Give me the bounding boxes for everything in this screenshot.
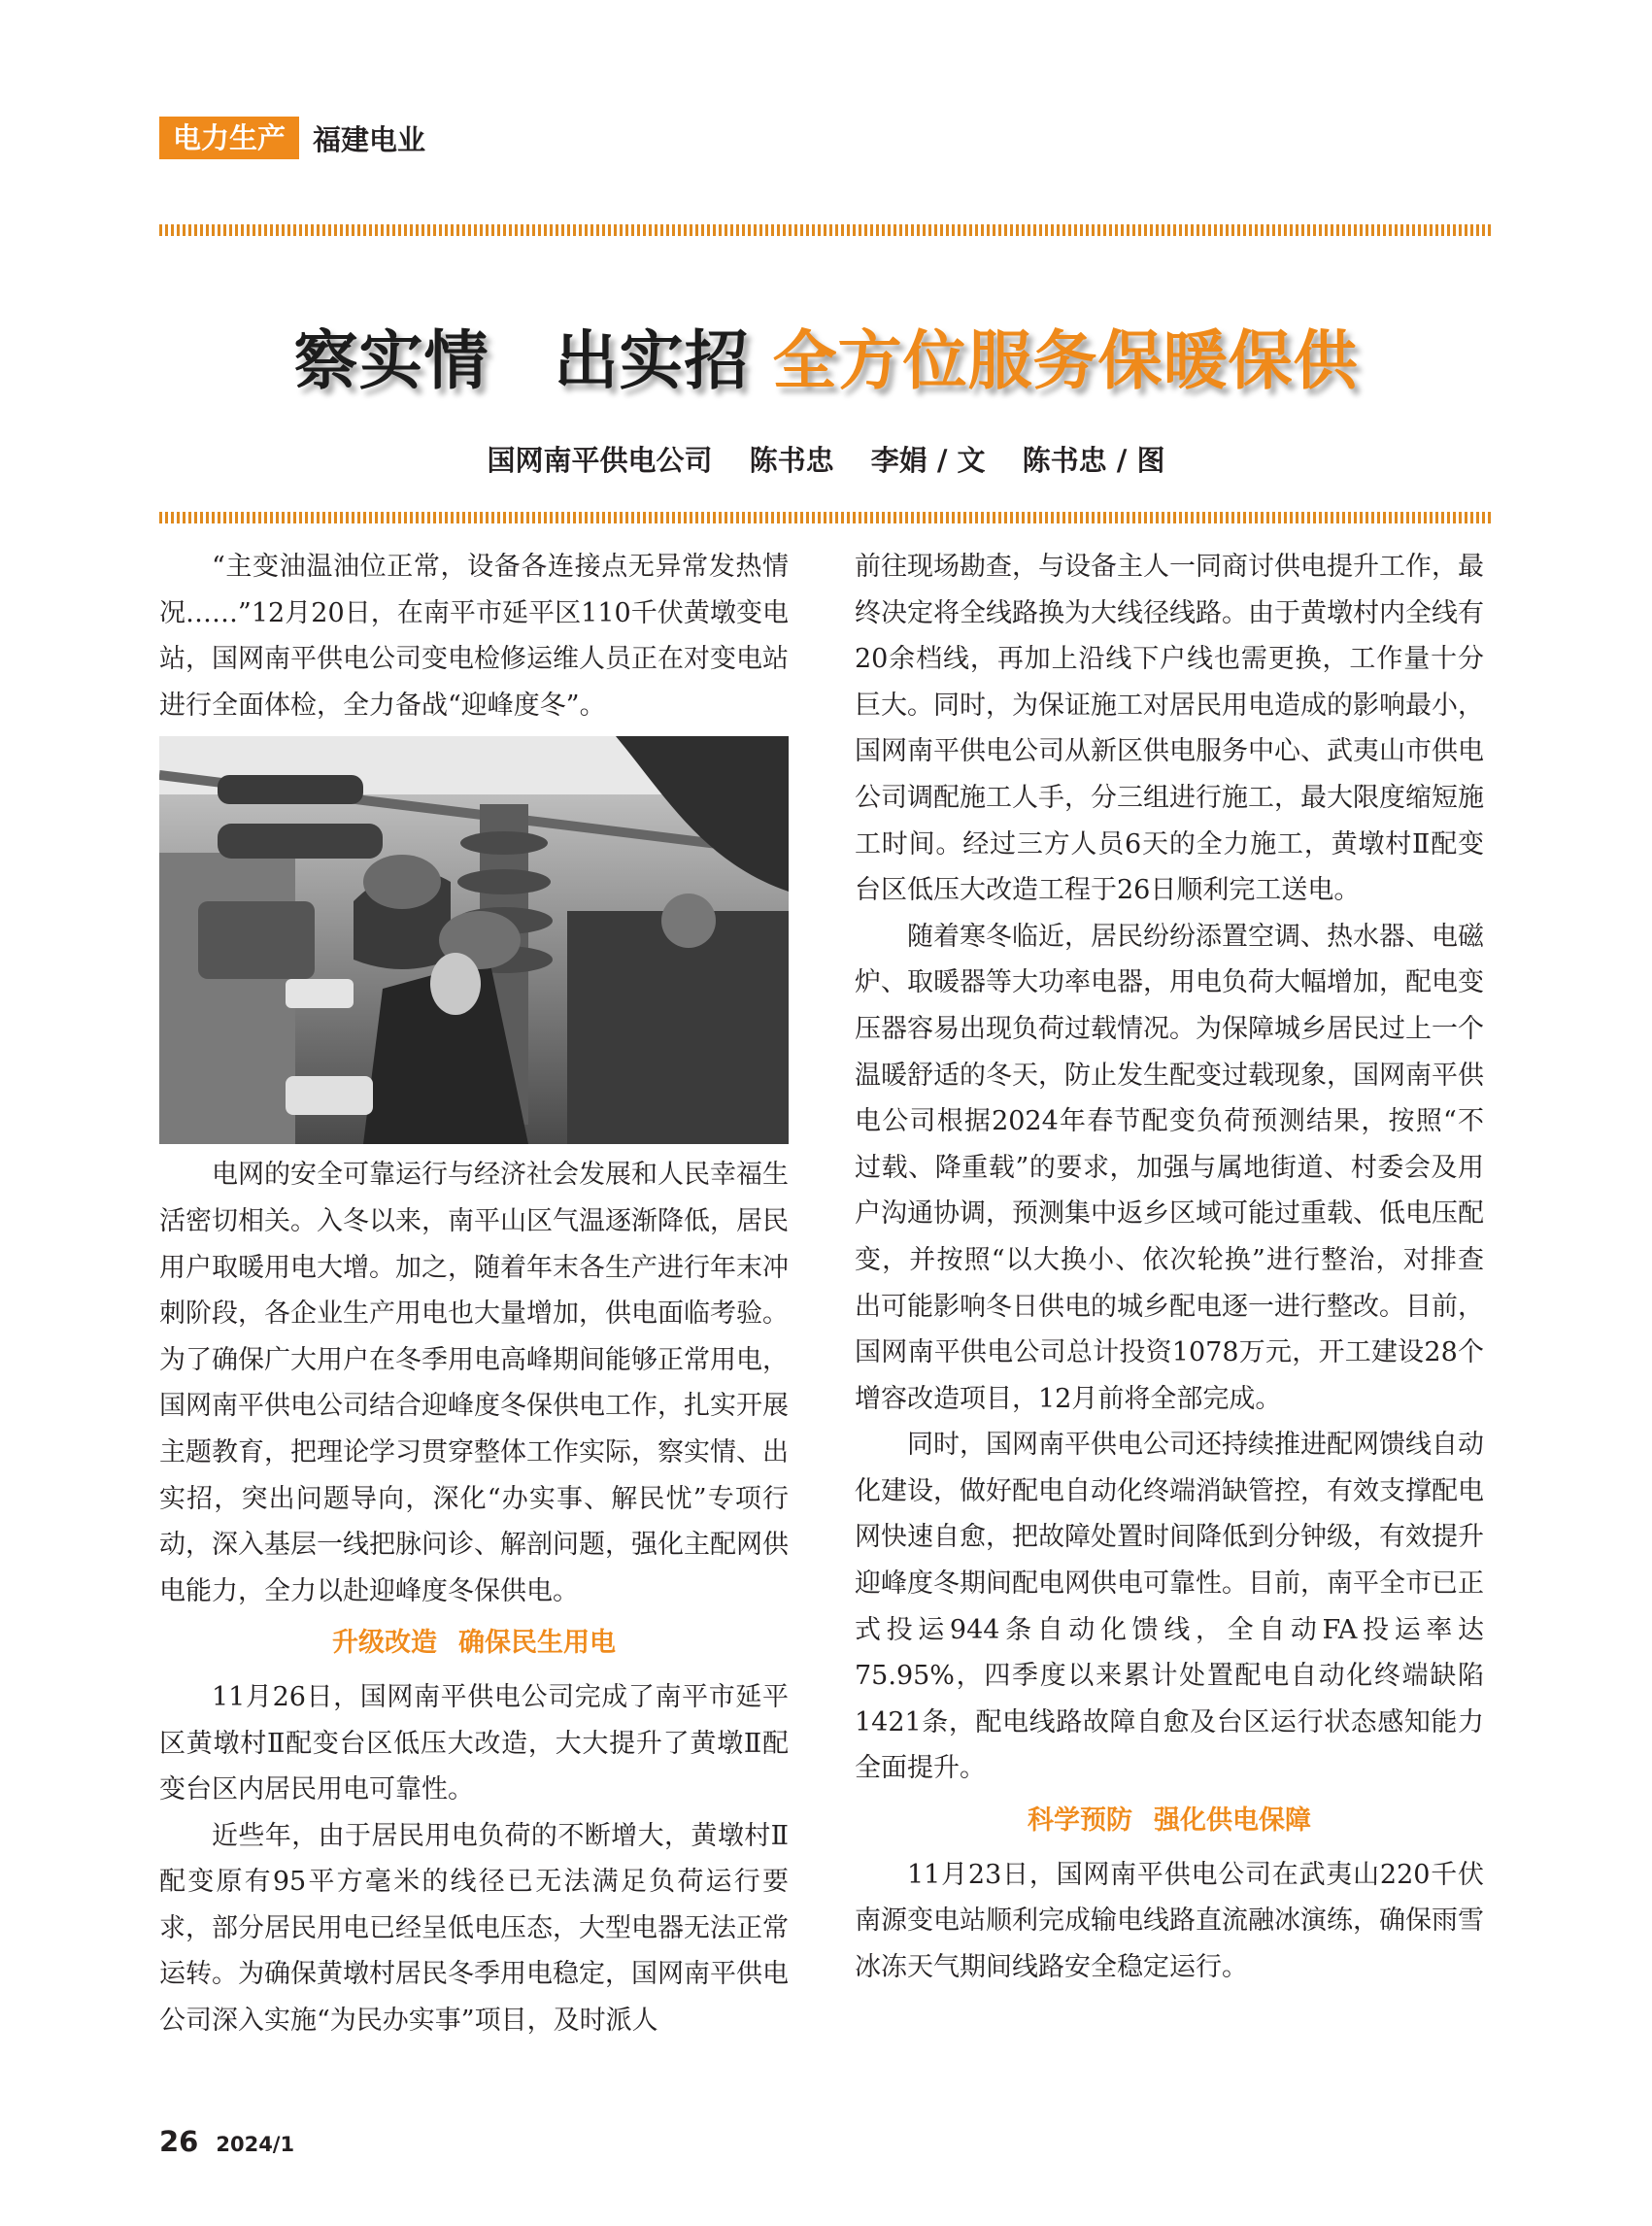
left-column bbox=[159, 544, 789, 2044]
byline-org: 国网南平供电公司 bbox=[487, 444, 713, 477]
subheading-prevention bbox=[855, 1798, 1484, 1844]
title-part-1: 察实情 出实招 bbox=[293, 323, 750, 398]
paragraph: “主变油温油位正常，设备各连接点无异常发热情况……”12月20日，在南平市延平区110千伏黄墩变电站，国网南平供电公司变电检修运维人员正在对变电站进行全面体检，全力备战“迎峰度冬”。 bbox=[159, 552, 789, 721]
page-footer bbox=[159, 2125, 294, 2158]
subheading-part: 强化供电保障 bbox=[1154, 1805, 1311, 1837]
page-number: 26 bbox=[159, 2125, 199, 2158]
title-part-2: 全方位服务保暖保供 bbox=[772, 323, 1359, 398]
byline-photo-credit: 陈书忠 / 图 bbox=[1022, 444, 1165, 477]
magazine-name: 福建电业 bbox=[313, 122, 426, 156]
subheading-part: 科学预防 bbox=[1028, 1805, 1132, 1837]
issue-date: 2024/1 bbox=[216, 2133, 295, 2156]
top-dotted-rule bbox=[159, 224, 1492, 236]
article-title bbox=[0, 309, 1652, 401]
byline-dotted-rule bbox=[159, 512, 1492, 523]
paragraph: 11月26日，国网南平供电公司完成了南平市延平区黄墩村Ⅱ配变台区低压大改造，大大提升了黄墩Ⅱ配变台区内居民用电可靠性。 bbox=[159, 1681, 789, 1805]
subheading-upgrade bbox=[159, 1620, 789, 1667]
page-header bbox=[159, 117, 425, 159]
photo-illustration bbox=[159, 736, 789, 1144]
article-photo bbox=[159, 736, 789, 1144]
section-tag: 电力生产 bbox=[159, 117, 299, 159]
subheading-part: 升级改造 bbox=[332, 1628, 437, 1659]
paragraph: 随着寒冬临近，居民纷纷添置空调、热水器、电磁炉、取暖器等大功率电器，用电负荷大幅增加，配电变压器容易出现负荷过载情况。为保障城乡居民过上一个温暖舒适的冬天，防止发生配变过载现象，国网南平供电公司根据2024年春节配变负荷预测结果，按照“不过载、降重载”的要求，加强与属地街道、村委会及用户沟通协调，预测集中返乡区域可能过重载、低电压配变，并按照“以大换小、依次轮换”进行整治，对排查出可能影响冬日供电的城乡配电逐一进行整改。目前，国网南平供电公司总计投资1078万元，开工建设28个增容改造项目，12月前将全部完成。 bbox=[855, 921, 1484, 1414]
byline bbox=[0, 439, 1652, 479]
byline-author-1: 陈书忠 bbox=[749, 444, 834, 477]
right-column bbox=[855, 544, 1484, 1990]
paragraph-continuation: 前往现场勘查，与设备主人一同商讨供电提升工作，最终决定将全线路换为大线径线路。由于黄墩村内全线有20余档线，再加上沿线下户线也需更换，工作量十分巨大。同时，为保证施工对居民用电造成的影响最小，国网南平供电公司从新区供电服务中心、武夷山市供电公司调配施工人手，分三组进行施工，最大限度缩短施工时间。经过三方人员6天的全力施工，黄墩村Ⅱ配变台区低压大改造工程于26日顺利完工送电。 bbox=[855, 552, 1484, 906]
paragraph: 电网的安全可靠运行与经济社会发展和人民幸福生活密切相关。入冬以来，南平山区气温逐渐降低，居民用户取暖用电大增。加之，随着年末各生产进行年末冲刺阶段，各企业生产用电也大量增加，供电面临考验。为了确保广大用户在冬季用电高峰期间能够正常用电，国网南平供电公司结合迎峰度冬保供电工作，扎实开展主题教育，把理论学习贯穿整体工作实际，察实情、出实招，突出问题导向，深化“办实事、解民忧”专项行动，深入基层一线把脉问诊、解剖问题，强化主配网供电能力，全力以赴迎峰度冬保供电。 bbox=[159, 1160, 789, 1606]
paragraph: 同时，国网南平供电公司还持续推进配网馈线自动化建设，做好配电自动化终端消缺管控，有效支撑配电网快速自愈，把故障处置时间降低到分钟级，有效提升迎峰度冬期间配电网供电可靠性。目前，南平全市已正式投运944条自动化馈线，全自动FA投运率达75.95%，四季度以来累计处置配电自动化终端缺陷1421条，配电线路故障自愈及台区运行状态感知能力全面提升。 bbox=[855, 1430, 1484, 1784]
paragraph: 11月23日，国网南平供电公司在武夷山220千伏南源变电站顺利完成输电线路直流融冰演练，确保雨雪冰冻天气期间线路安全稳定运行。 bbox=[855, 1859, 1484, 1982]
paragraph: 近些年，由于居民用电负荷的不断增大，黄墩村Ⅱ配变原有95平方毫米的线径已无法满足负荷运行要求，部分居民用电已经呈低电压态，大型电器无法正常运转。为确保黄墩村居民冬季用电稳定，国网南平供电公司深入实施“为民办实事”项目，及时派人 bbox=[159, 1820, 789, 2037]
byline-author-2: 李娟 / 文 bbox=[870, 444, 986, 477]
subheading-part: 确保民生用电 bbox=[458, 1628, 616, 1659]
